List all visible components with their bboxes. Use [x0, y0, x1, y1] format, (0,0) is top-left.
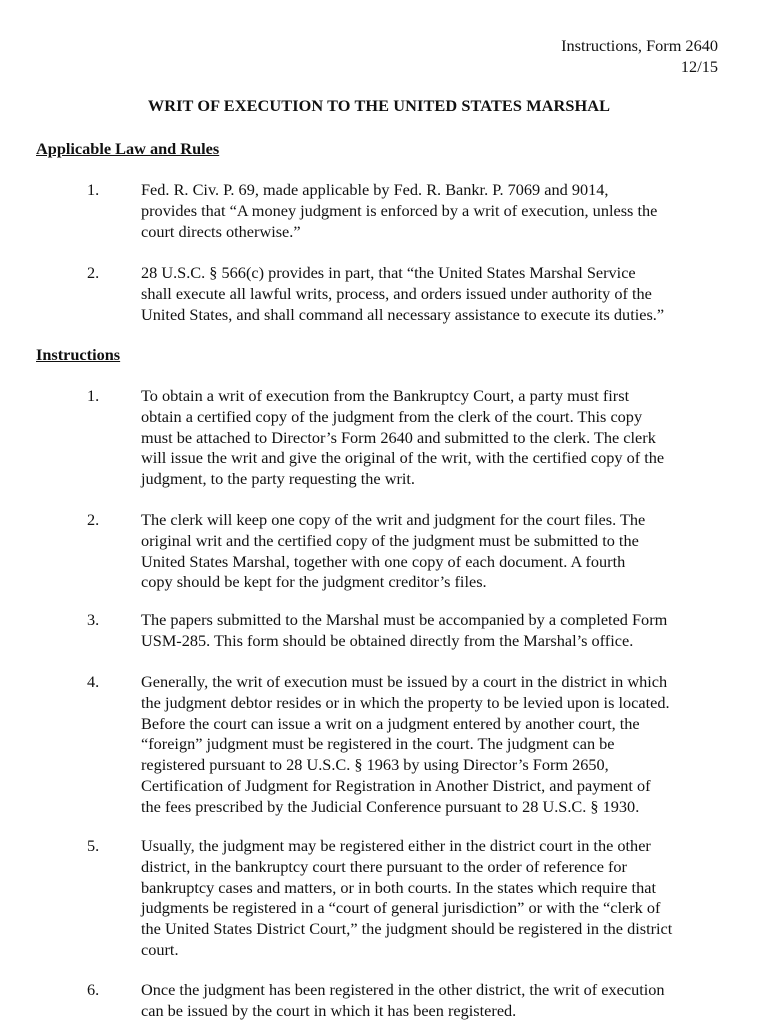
item-text	[141, 836, 721, 961]
text-line: The papers submitted to the Marshal must be accompanied by a completed Form	[141, 610, 668, 629]
item-text	[141, 672, 721, 818]
text-line: USM-285. This form should be obtained directly from the Marshal’s office.	[141, 630, 634, 650]
text-line: Before the court can issue a writ on a judgment entered by another court, the	[141, 713, 640, 733]
revision-date: 12/15	[680, 57, 718, 76]
item-text	[141, 510, 721, 593]
item-text	[141, 180, 721, 242]
text-line: provides that “A money judgment is enforced by a writ of execution, unless the	[141, 200, 658, 220]
text-line: the judgment debtor resides or in which the property to be levied upon is located.	[141, 692, 670, 712]
text-line: copy should be kept for the judgment creditor’s files.	[141, 572, 487, 592]
item-text	[141, 263, 721, 325]
text-line: Once the judgment has been registered in the other district, the writ of execution	[141, 980, 665, 999]
text-line: “foreign” judgment must be registered in the court. The judgment can be	[141, 734, 615, 754]
item-number: 5.	[87, 836, 100, 855]
text-line: the United States District Court,” the judgment should be registered in the district	[141, 919, 673, 939]
text-line: registered pursuant to 28 U.S.C. § 1963 by using Director’s Form 2650,	[141, 755, 609, 775]
item-number: 3.	[87, 610, 100, 629]
text-line: bankruptcy cases and matters, or in both courts. In the states which require that	[141, 877, 656, 897]
item-text	[141, 610, 721, 652]
item-number: 4.	[87, 672, 100, 691]
item-number: 1.	[87, 386, 100, 405]
text-line: United States, and shall command all necessary assistance to execute its duties.”	[141, 304, 665, 324]
text-line: To obtain a writ of execution from the Bankruptcy Court, a party must first	[141, 386, 630, 405]
item-text	[141, 980, 721, 1022]
text-line: judgment, to the party requesting the writ.	[141, 469, 416, 489]
text-line: Usually, the judgment may be registered either in the district court in the other	[141, 836, 651, 855]
text-line: Certification of Judgment for Registration in Another District, and payment of	[141, 775, 651, 795]
form-label: Instructions, Form 2640	[561, 36, 718, 55]
item-number: 2.	[87, 263, 100, 282]
section-heading-instructions: Instructions	[36, 345, 121, 364]
text-line: will issue the writ and give the original of the writ, with the certified copy of the	[141, 448, 665, 468]
text-line: obtain a certified copy of the judgment from the clerk of the court. This copy	[141, 406, 643, 426]
text-line: Generally, the writ of execution must be issued by a court in the district in which	[141, 672, 668, 691]
text-line: district, in the bankruptcy court there pursuant to the order of reference for	[141, 856, 627, 876]
text-line: Fed. R. Civ. P. 69, made applicable by Fed. R. Bankr. P. 7069 and 9014,	[141, 180, 609, 199]
text-line: 28 U.S.C. § 566(c) provides in part, that “the United States Marshal Service	[141, 263, 636, 282]
text-line: the fees prescribed by the Judicial Conference pursuant to 28 U.S.C. § 1930.	[141, 796, 640, 816]
text-line: shall execute all lawful writs, process, and orders issued under authority of the	[141, 283, 652, 303]
text-line: The clerk will keep one copy of the writ and judgment for the court files. The	[141, 510, 646, 529]
text-line: United States Marshal, together with one copy of each document. A fourth	[141, 551, 626, 571]
page-header	[561, 35, 718, 77]
item-number: 2.	[87, 510, 100, 529]
item-text	[141, 386, 721, 490]
text-line: judgments be registered in a “court of general jurisdiction” or with the “clerk of	[141, 898, 661, 918]
item-number: 1.	[87, 180, 100, 199]
item-number: 6.	[87, 980, 100, 999]
text-line: court.	[141, 939, 179, 959]
text-line: must be attached to Director’s Form 2640 and submitted to the clerk. The clerk	[141, 427, 656, 447]
text-line: court directs otherwise.”	[141, 221, 301, 241]
text-line: can be issued by the court in which it has been registered.	[141, 1000, 517, 1020]
document-title: WRIT OF EXECUTION TO THE UNITED STATES MARSHAL	[147, 96, 611, 115]
section-heading-law: Applicable Law and Rules	[36, 139, 220, 158]
text-line: original writ and the certified copy of the judgment must be submitted to the	[141, 530, 639, 550]
